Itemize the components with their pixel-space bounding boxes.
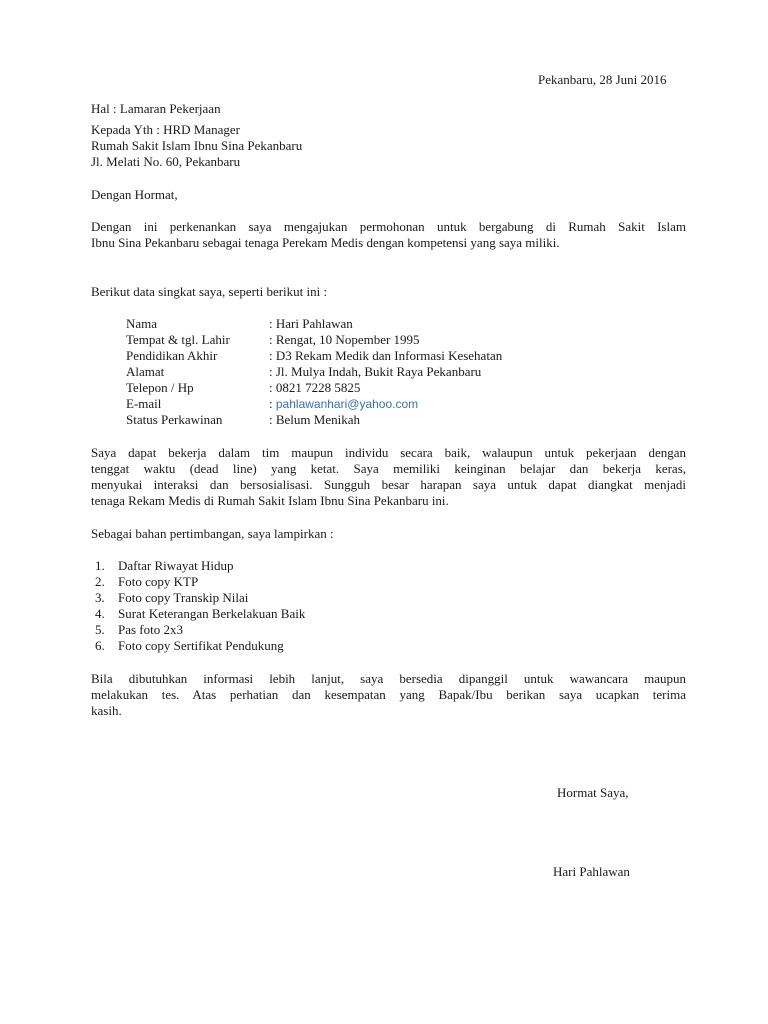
intro-line-2: Ibnu Sina Pekanbaru sebagai tenaga Perekam Medis dengan kompetensi yang saya miliki. — [91, 235, 560, 250]
signer-name: Hari Pahlawan — [553, 864, 630, 879]
attachment-item: Foto copy Transkip Nilai — [118, 590, 249, 605]
body-line-1: Saya dapat bekerja dalam tim maupun individu secara baik, walaupun untuk pekerjaan dengan — [91, 445, 686, 460]
email-colon: : — [269, 396, 273, 411]
label-status: Status Perkawinan — [126, 412, 223, 427]
value-pendidikan: : D3 Rekam Medik dan Informasi Kesehatan — [269, 348, 503, 363]
recipient-line-3: Jl. Melati No. 60, Pekanbaru — [91, 154, 241, 169]
closing-line-3: kasih. — [91, 703, 122, 718]
date-line: Pekanbaru, 28 Juni 2016 — [538, 72, 667, 87]
attachment-item: Foto copy Sertifikat Pendukung — [118, 638, 284, 653]
attachments-intro: Sebagai bahan pertimbangan, saya lampirkan : — [91, 526, 334, 541]
data-intro: Berikut data singkat saya, seperti berikut ini : — [91, 284, 328, 299]
value-telepon: : 0821 7228 5825 — [269, 380, 361, 395]
value-alamat: : Jl. Mulya Indah, Bukit Raya Pekanbaru — [269, 364, 482, 379]
signoff: Hormat Saya, — [557, 785, 629, 800]
intro-line-1: Dengan ini perkenankan saya mengajukan permohonan untuk bergabung di Rumah Sakit Islam — [91, 219, 686, 234]
label-email: E-mail — [126, 396, 162, 411]
body-line-2: tenggat waktu (dead line) yang ketat. Saya memiliki keinginan belajar dan bekerja keras, — [91, 461, 686, 476]
recipient-line-2: Rumah Sakit Islam Ibnu Sina Pekanbaru — [91, 138, 303, 153]
email-link[interactable]: pahlawanhari@yahoo.com — [275, 397, 419, 411]
attachment-item: Daftar Riwayat Hidup — [118, 558, 234, 573]
attachment-number: 1. — [95, 558, 105, 573]
body-line-4: tenaga Rekam Medis di Rumah Sakit Islam Ibnu Sina Pekanbaru ini. — [91, 493, 449, 508]
attachment-number: 2. — [95, 574, 105, 589]
attachment-number: 6. — [95, 638, 105, 653]
attachment-number: 4. — [95, 606, 105, 621]
greeting: Dengan Hormat, — [91, 187, 178, 202]
body-line-3: menyukai interaksi dan bersosialisasi. Sungguh besar harapan saya untuk dapat diangkat menjadi — [91, 477, 686, 492]
label-tempat-tgl-lahir: Tempat & tgl. Lahir — [126, 332, 230, 347]
attachment-item: Surat Keterangan Berkelakuan Baik — [118, 606, 306, 621]
label-alamat: Alamat — [126, 364, 165, 379]
attachment-item: Pas foto 2x3 — [118, 622, 183, 637]
value-email-row — [269, 396, 418, 412]
closing-line-2: melakukan tes. Atas perhatian dan kesempatan yang Bapak/Ibu berikan saya ucapkan terima — [91, 687, 686, 702]
recipient-line-1: Kepada Yth : HRD Manager — [91, 122, 240, 137]
subject-line: Hal : Lamaran Pekerjaan — [91, 101, 221, 116]
value-nama: : Hari Pahlawan — [269, 316, 353, 331]
label-telepon: Telepon / Hp — [126, 380, 194, 395]
label-pendidikan: Pendidikan Akhir — [126, 348, 218, 363]
attachment-item: Foto copy KTP — [118, 574, 199, 589]
label-nama: Nama — [126, 316, 158, 331]
value-status: : Belum Menikah — [269, 412, 360, 427]
attachment-number: 3. — [95, 590, 105, 605]
closing-line-1: Bila dibutuhkan informasi lebih lanjut, saya bersedia dipanggil untuk wawancara maupun — [91, 671, 686, 686]
value-tempat-tgl-lahir: : Rengat, 10 Nopember 1995 — [269, 332, 420, 347]
attachment-number: 5. — [95, 622, 105, 637]
